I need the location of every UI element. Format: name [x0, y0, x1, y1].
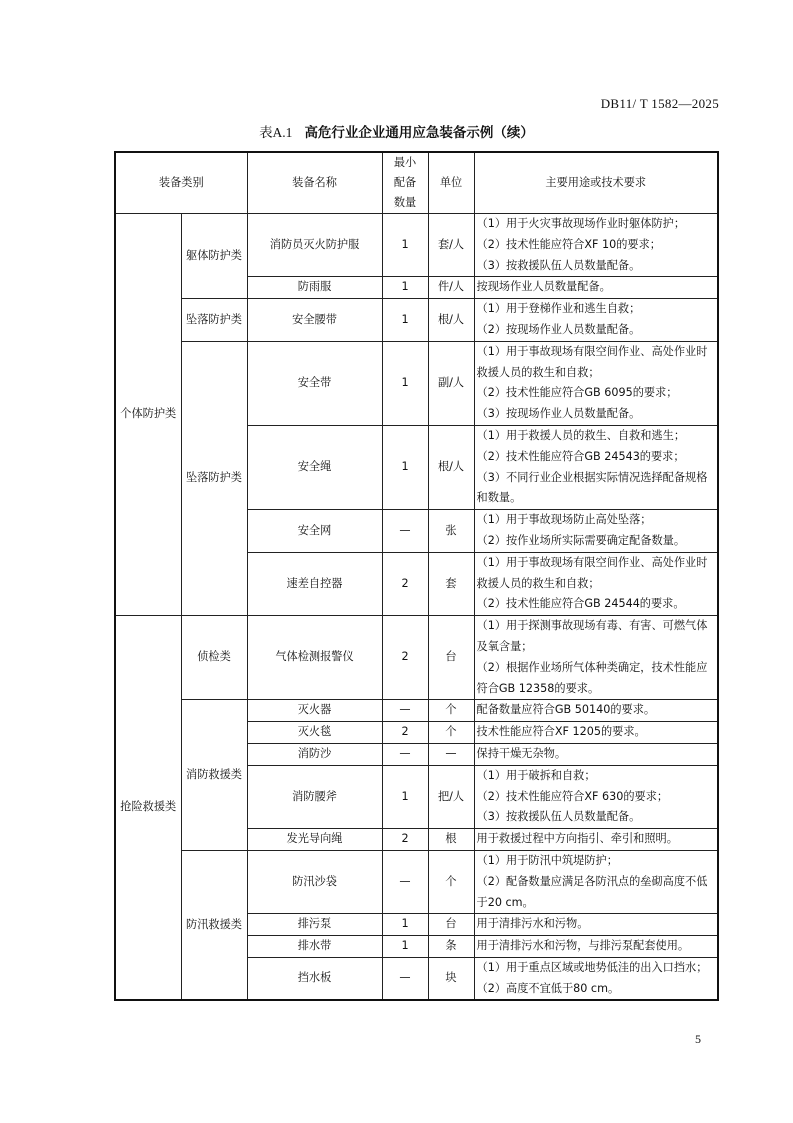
- equipment-name: 安全带: [247, 341, 382, 425]
- subgroup-flood: 防汛救援类: [181, 850, 247, 1000]
- requirements: [474, 765, 718, 828]
- page-number: 5: [695, 1032, 701, 1046]
- unit: 台: [428, 616, 474, 700]
- equipment-name: 消防员灭火防护服: [247, 214, 382, 277]
- req-line: （1）用于破拆和自救；: [476, 768, 596, 782]
- unit: 条: [428, 936, 474, 958]
- requirements: [474, 277, 718, 299]
- header-min-qty: 最小配备数量: [382, 152, 428, 214]
- req-line: 救援人员的救生和自救；: [476, 365, 600, 379]
- req-line: （1）用于登梯作业和逃生自救；: [476, 302, 641, 316]
- req-line: 用于清排污水和污物。: [476, 917, 589, 931]
- req-line: （1）用于重点区域或地势低洼的出入口挡水；: [476, 960, 708, 974]
- req-line: 用于救援过程中方向指引、牵引和照明。: [476, 832, 678, 846]
- subgroup-body: 躯体防护类: [181, 214, 247, 299]
- unit: 根: [428, 829, 474, 851]
- group-personal: 个体防护类: [115, 214, 181, 616]
- group-rescue: 抢险救援类: [115, 616, 181, 1001]
- requirements: [474, 616, 718, 700]
- unit: 件/人: [428, 277, 474, 299]
- equipment-name: 灭火器: [247, 700, 382, 722]
- unit: 个: [428, 700, 474, 722]
- requirements: [474, 936, 718, 958]
- requirements: [474, 722, 718, 744]
- min-qty: 2: [382, 722, 428, 744]
- equipment-name: 排水带: [247, 936, 382, 958]
- table-number: 表A.1: [259, 125, 293, 140]
- req-line: 配备数量应符合GB 50140的要求。: [476, 703, 656, 717]
- requirements: [474, 425, 718, 509]
- min-qty: 1: [382, 765, 428, 828]
- subgroup-fall-1: 坠落防护类: [181, 299, 247, 342]
- min-qty: 1: [382, 425, 428, 509]
- equipment-name: 防汛沙袋: [247, 850, 382, 913]
- table-title: 高危行业企业通用应急装备示例（续）: [304, 125, 534, 141]
- unit: 套: [428, 552, 474, 615]
- subgroup-fall-2: 坠落防护类: [181, 341, 247, 615]
- min-qty: 1: [382, 936, 428, 958]
- standard-code: DB11/ T 1582—2025: [600, 96, 719, 111]
- req-line: 救援人员的救生和自救；: [476, 576, 600, 590]
- equipment-name: 消防沙: [247, 743, 382, 765]
- requirements: [474, 552, 718, 615]
- unit: 块: [428, 957, 474, 1000]
- unit: 副/人: [428, 341, 474, 425]
- req-line: 符合GB 12358的要求。: [476, 681, 600, 695]
- table-row: [115, 341, 718, 425]
- req-line: （3）按救援队伍人员数量配备。: [476, 258, 641, 272]
- req-line: 及氧含量；: [476, 639, 533, 653]
- req-line: （2）按作业场所实际需要确定配备数量。: [476, 533, 686, 547]
- subgroup-fire: 消防救援类: [181, 700, 247, 851]
- req-line: 于20 cm。: [476, 895, 534, 909]
- table-header-row: [115, 152, 718, 214]
- req-line: 技术性能应符合XF 1205的要求。: [476, 725, 646, 739]
- table-row: [115, 700, 718, 722]
- req-line: （1）用于救援人员的救生、自救和逃生；: [476, 428, 686, 442]
- req-line: （1）用于火灾事故现场作业时躯体防护；: [476, 217, 686, 230]
- min-qty: 1: [382, 214, 428, 277]
- req-line: （3）按现场作业人员数量配备。: [476, 407, 641, 421]
- equipment-name: 发光导向绳: [247, 829, 382, 851]
- unit: 根/人: [428, 425, 474, 509]
- min-qty: 1: [382, 277, 428, 299]
- req-line: 按现场作业人员数量配备。: [476, 280, 611, 294]
- req-line: （3）不同行业企业根据实际情况选择配备规格: [476, 470, 708, 484]
- unit: 根/人: [428, 299, 474, 342]
- unit: —: [428, 743, 474, 765]
- min-qty: —: [382, 957, 428, 1000]
- header-requirements: 主要用途或技术要求: [474, 152, 718, 214]
- min-qty: 1: [382, 914, 428, 936]
- equipment-table: [114, 151, 719, 1001]
- unit: 张: [428, 510, 474, 553]
- req-line: （1）用于事故现场有限空间作业、高处作业时: [476, 555, 708, 569]
- table-row: [115, 850, 718, 913]
- requirements: [474, 341, 718, 425]
- requirements: [474, 700, 718, 722]
- requirements: [474, 914, 718, 936]
- equipment-name: 安全网: [247, 510, 382, 553]
- min-qty: 2: [382, 552, 428, 615]
- table-row: [115, 214, 718, 277]
- equipment-name: 防雨服: [247, 277, 382, 299]
- req-line: （3）按救援队伍人员数量配备。: [476, 810, 641, 824]
- req-line: （1）用于防汛中筑堤防护；: [476, 853, 618, 867]
- header-category: 装备类别: [115, 152, 247, 214]
- min-qty: 1: [382, 299, 428, 342]
- equipment-name: 速差自控器: [247, 552, 382, 615]
- req-line: （2）技术性能应符合GB 24544的要求。: [476, 597, 685, 611]
- requirements: [474, 299, 718, 342]
- table-row: [115, 616, 718, 700]
- unit: 个: [428, 722, 474, 744]
- req-line: （2）按现场作业人员数量配备。: [476, 322, 641, 336]
- min-qty: 2: [382, 616, 428, 700]
- req-line: （1）用于事故现场防止高处坠落；: [476, 513, 652, 527]
- req-line: （2）技术性能应符合XF 10的要求；: [476, 237, 661, 251]
- equipment-name: 气体检测报警仪: [247, 616, 382, 700]
- req-line: （2）高度不宜低于80 cm。: [476, 981, 620, 995]
- requirements: [474, 743, 718, 765]
- requirements: [474, 510, 718, 553]
- equipment-name: 挡水板: [247, 957, 382, 1000]
- req-line: （2）根据作业场所气体种类确定，技术性能应: [476, 660, 708, 674]
- req-line: （2）配备数量应满足各防汛点的垒砌高度不低: [476, 874, 708, 888]
- requirements: [474, 957, 718, 1000]
- requirements: [474, 850, 718, 913]
- req-line: （1）用于探测事故现场有毒、有害、可燃气体: [476, 619, 708, 633]
- table-caption: [0, 121, 793, 141]
- header-unit: 单位: [428, 152, 474, 214]
- equipment-name: 安全腰带: [247, 299, 382, 342]
- req-line: 保持干燥无杂物。: [476, 746, 567, 760]
- min-qty: —: [382, 850, 428, 913]
- min-qty: 2: [382, 829, 428, 851]
- min-qty: 1: [382, 341, 428, 425]
- req-line: （2）技术性能应符合GB 24543的要求；: [476, 449, 685, 463]
- equipment-name: 消防腰斧: [247, 765, 382, 828]
- requirements: [474, 829, 718, 851]
- table-row: [115, 299, 718, 342]
- min-qty: —: [382, 510, 428, 553]
- unit: 个: [428, 850, 474, 913]
- req-line: 用于清排污水和污物，与排污泵配套使用。: [476, 939, 690, 953]
- requirements: [474, 214, 718, 277]
- req-line: 和数量。: [476, 491, 522, 505]
- header-name: 装备名称: [247, 152, 382, 214]
- subgroup-detect: 侦检类: [181, 616, 247, 700]
- equipment-name: 安全绳: [247, 425, 382, 509]
- req-line: （2）技术性能应符合XF 630的要求；: [476, 789, 669, 803]
- unit: 台: [428, 914, 474, 936]
- unit: 把/人: [428, 765, 474, 828]
- equipment-name: 灭火毯: [247, 722, 382, 744]
- unit: 套/人: [428, 214, 474, 277]
- req-line: （2）技术性能应符合GB 6095的要求；: [476, 386, 678, 400]
- min-qty: —: [382, 700, 428, 722]
- equipment-name: 排污泵: [247, 914, 382, 936]
- req-line: （1）用于事故现场有限空间作业、高处作业时: [476, 344, 708, 358]
- min-qty: —: [382, 743, 428, 765]
